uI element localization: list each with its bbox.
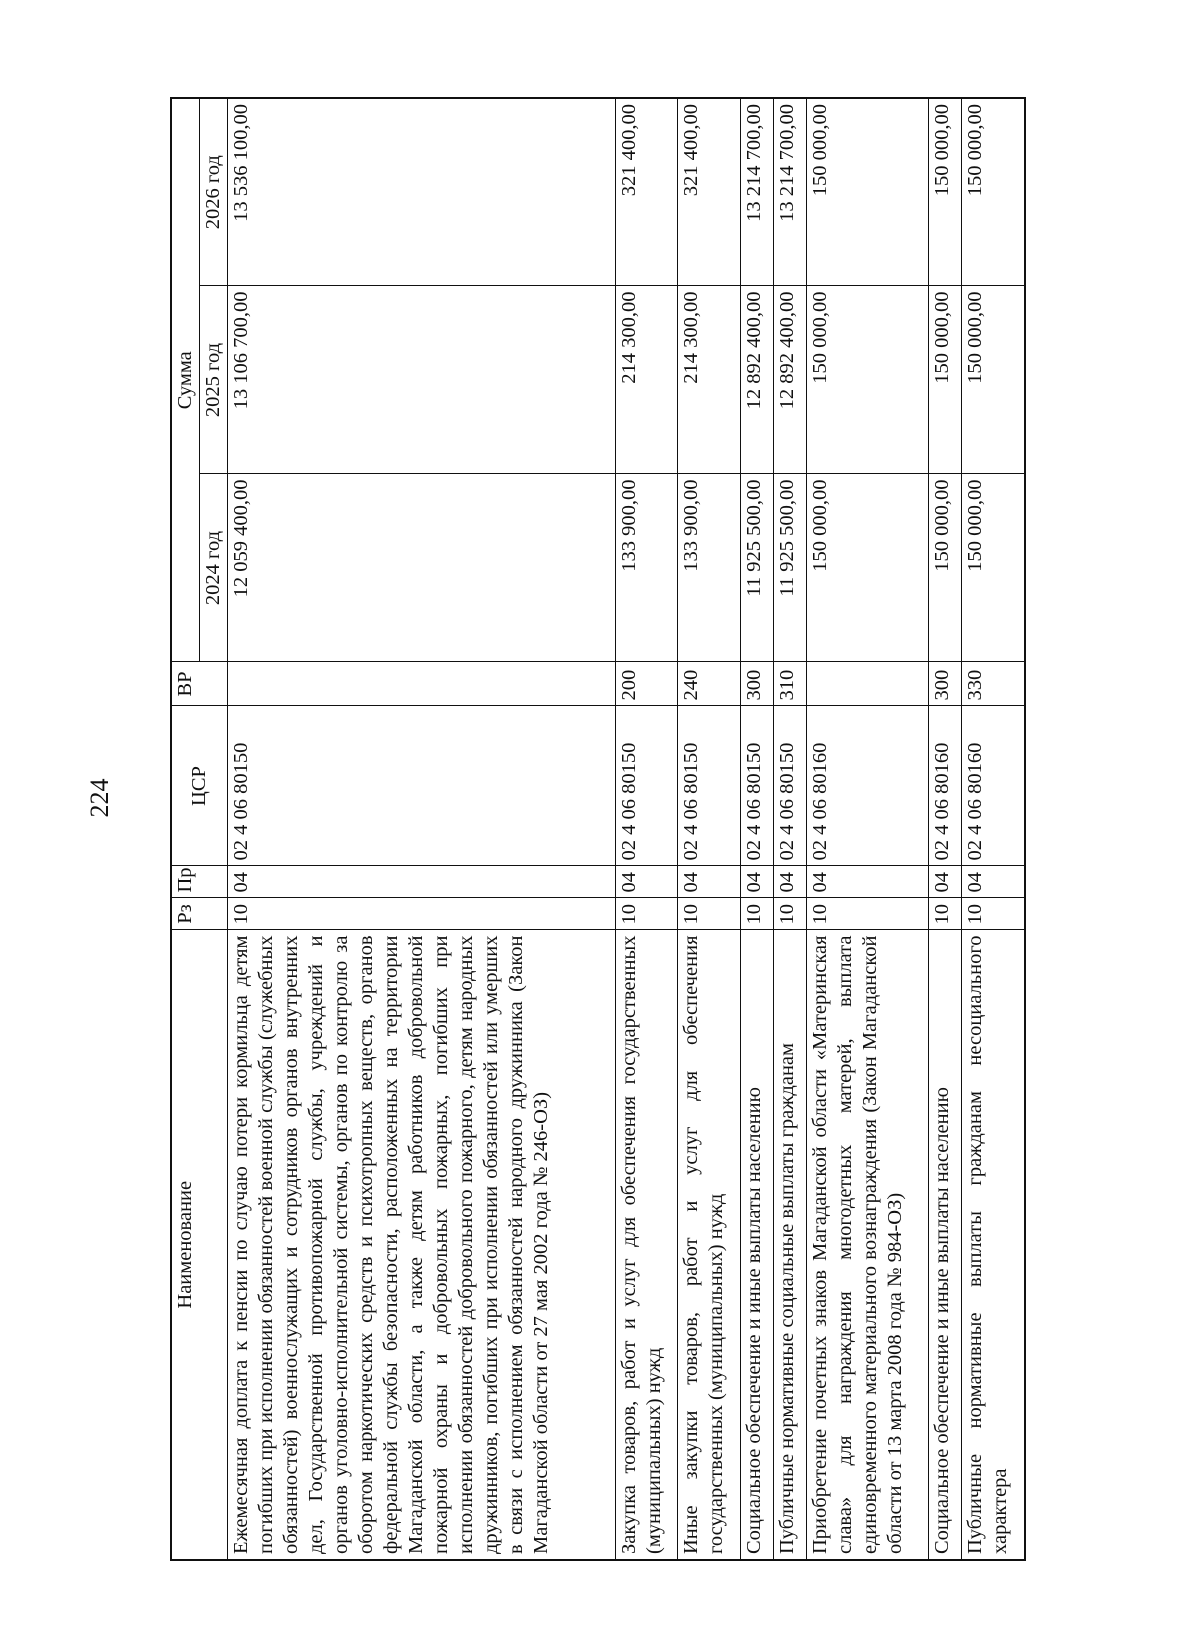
row-2026: 13 536 100,00 [228,98,616,286]
row-2025: 13 106 700,00 [228,286,616,474]
row-2024: 11 925 500,00 [774,474,807,662]
row-pr: 04 [962,866,1025,898]
table-row [807,98,929,1560]
row-2026: 13 214 700,00 [774,98,807,286]
row-vr: 300 [929,662,962,706]
table-row [678,98,741,1560]
row-2025: 214 300,00 [678,286,741,474]
row-2026: 150 000,00 [962,98,1025,286]
header-csr: ЦСР [171,706,228,866]
row-2025: 150 000,00 [929,286,962,474]
row-2026: 321 400,00 [615,98,678,286]
row-2025: 214 300,00 [615,286,678,474]
row-name: Приобретение почетных знаков Магаданской области «Материнская слава» для награждения многодетных матерей, выплата единовременного материального вознаграждения (Закон Магаданской области от 13 марта 2008 года № 984-ОЗ) [807,930,929,1560]
row-pr: 04 [929,866,962,898]
row-rz: 10 [678,898,741,930]
row-csr: 02 4 06 80150 [741,706,774,866]
page-number: 224 [85,778,114,818]
rotated-table-container [170,99,1026,1561]
row-pr: 04 [741,866,774,898]
row-pr: 04 [807,866,929,898]
row-rz: 10 [774,898,807,930]
table-row [615,98,678,1560]
table-row [741,98,774,1560]
row-2026: 13 214 700,00 [741,98,774,286]
row-vr: 300 [741,662,774,706]
row-rz: 10 [741,898,774,930]
row-csr: 02 4 06 80150 [615,706,678,866]
row-pr: 04 [774,866,807,898]
row-csr: 02 4 06 80150 [228,706,616,866]
row-vr [228,662,616,706]
row-vr: 310 [774,662,807,706]
row-vr [807,662,929,706]
budget-table [170,97,1026,1561]
row-vr: 200 [615,662,678,706]
header-vr: ВР [171,662,228,706]
header-sum: Сумма [171,98,200,662]
header-name: Наименование [171,930,228,1560]
row-vr: 330 [962,662,1025,706]
row-2024: 150 000,00 [807,474,929,662]
row-csr: 02 4 06 80150 [678,706,741,866]
table-row [962,98,1025,1560]
table-row [929,98,962,1560]
header-2024: 2024 год [200,474,228,662]
row-csr: 02 4 06 80160 [929,706,962,866]
row-csr: 02 4 06 80150 [774,706,807,866]
row-2024: 133 900,00 [615,474,678,662]
row-name: Социальное обеспечение и иные выплаты населению [741,930,774,1560]
row-rz: 10 [962,898,1025,930]
row-rz: 10 [929,898,962,930]
row-csr: 02 4 06 80160 [962,706,1025,866]
row-name: Публичные нормативные выплаты гражданам несоциального характера [962,930,1025,1560]
row-2025: 12 892 400,00 [741,286,774,474]
row-name: Иные закупки товаров, работ и услуг для обеспечения государственных (муниципальных) нужд [678,930,741,1560]
row-rz: 10 [228,898,616,930]
table-row [228,98,616,1560]
row-2024: 150 000,00 [929,474,962,662]
row-2024: 12 059 400,00 [228,474,616,662]
row-name: Ежемесячная доплата к пенсии по случаю потери кормильца детям погибших при исполнении обязанностей военной службы (служебных обязанностей) военнослужащих и сотрудников органов внутренних дел, Государственной противопожарной службы, учреждений и органов уголовно-исполнительной системы, органов по контролю за оборотом наркотических средств и психотропных веществ, органов федеральной службы безопасности, расположенных на территории Магаданской области, а также детям работников добровольной пожарной охраны и добровольных пожарных, погибших при исполнении обязанностей добровольного пожарного, детям народных дружинников, погибших при исполнении обязанностей или умерших в связи с исполнением обязанностей народного дружинника (Закон Магаданской области от 27 мая 2002 года № 246-ОЗ) [228,930,616,1560]
row-2026: 321 400,00 [678,98,741,286]
row-2025: 12 892 400,00 [774,286,807,474]
header-pr: Пр [171,866,228,898]
row-name: Социальное обеспечение и иные выплаты населению [929,930,962,1560]
row-name: Публичные нормативные социальные выплаты гражданам [774,930,807,1560]
row-2026: 150 000,00 [929,98,962,286]
header-rz: Рз [171,898,228,930]
row-2025: 150 000,00 [962,286,1025,474]
row-2024: 133 900,00 [678,474,741,662]
row-pr: 04 [615,866,678,898]
row-rz: 10 [615,898,678,930]
header-2025: 2025 год [200,286,228,474]
row-rz: 10 [807,898,929,930]
row-csr: 02 4 06 80160 [807,706,929,866]
table-row [774,98,807,1560]
row-name: Закупка товаров, работ и услуг для обеспечения государственных (муниципальных) нужд [615,930,678,1560]
row-pr: 04 [678,866,741,898]
row-2025: 150 000,00 [807,286,929,474]
row-vr: 240 [678,662,741,706]
row-2026: 150 000,00 [807,98,929,286]
row-pr: 04 [228,866,616,898]
row-2024: 11 925 500,00 [741,474,774,662]
header-row-top [171,98,200,1560]
row-2024: 150 000,00 [962,474,1025,662]
header-2026: 2026 год [200,98,228,286]
